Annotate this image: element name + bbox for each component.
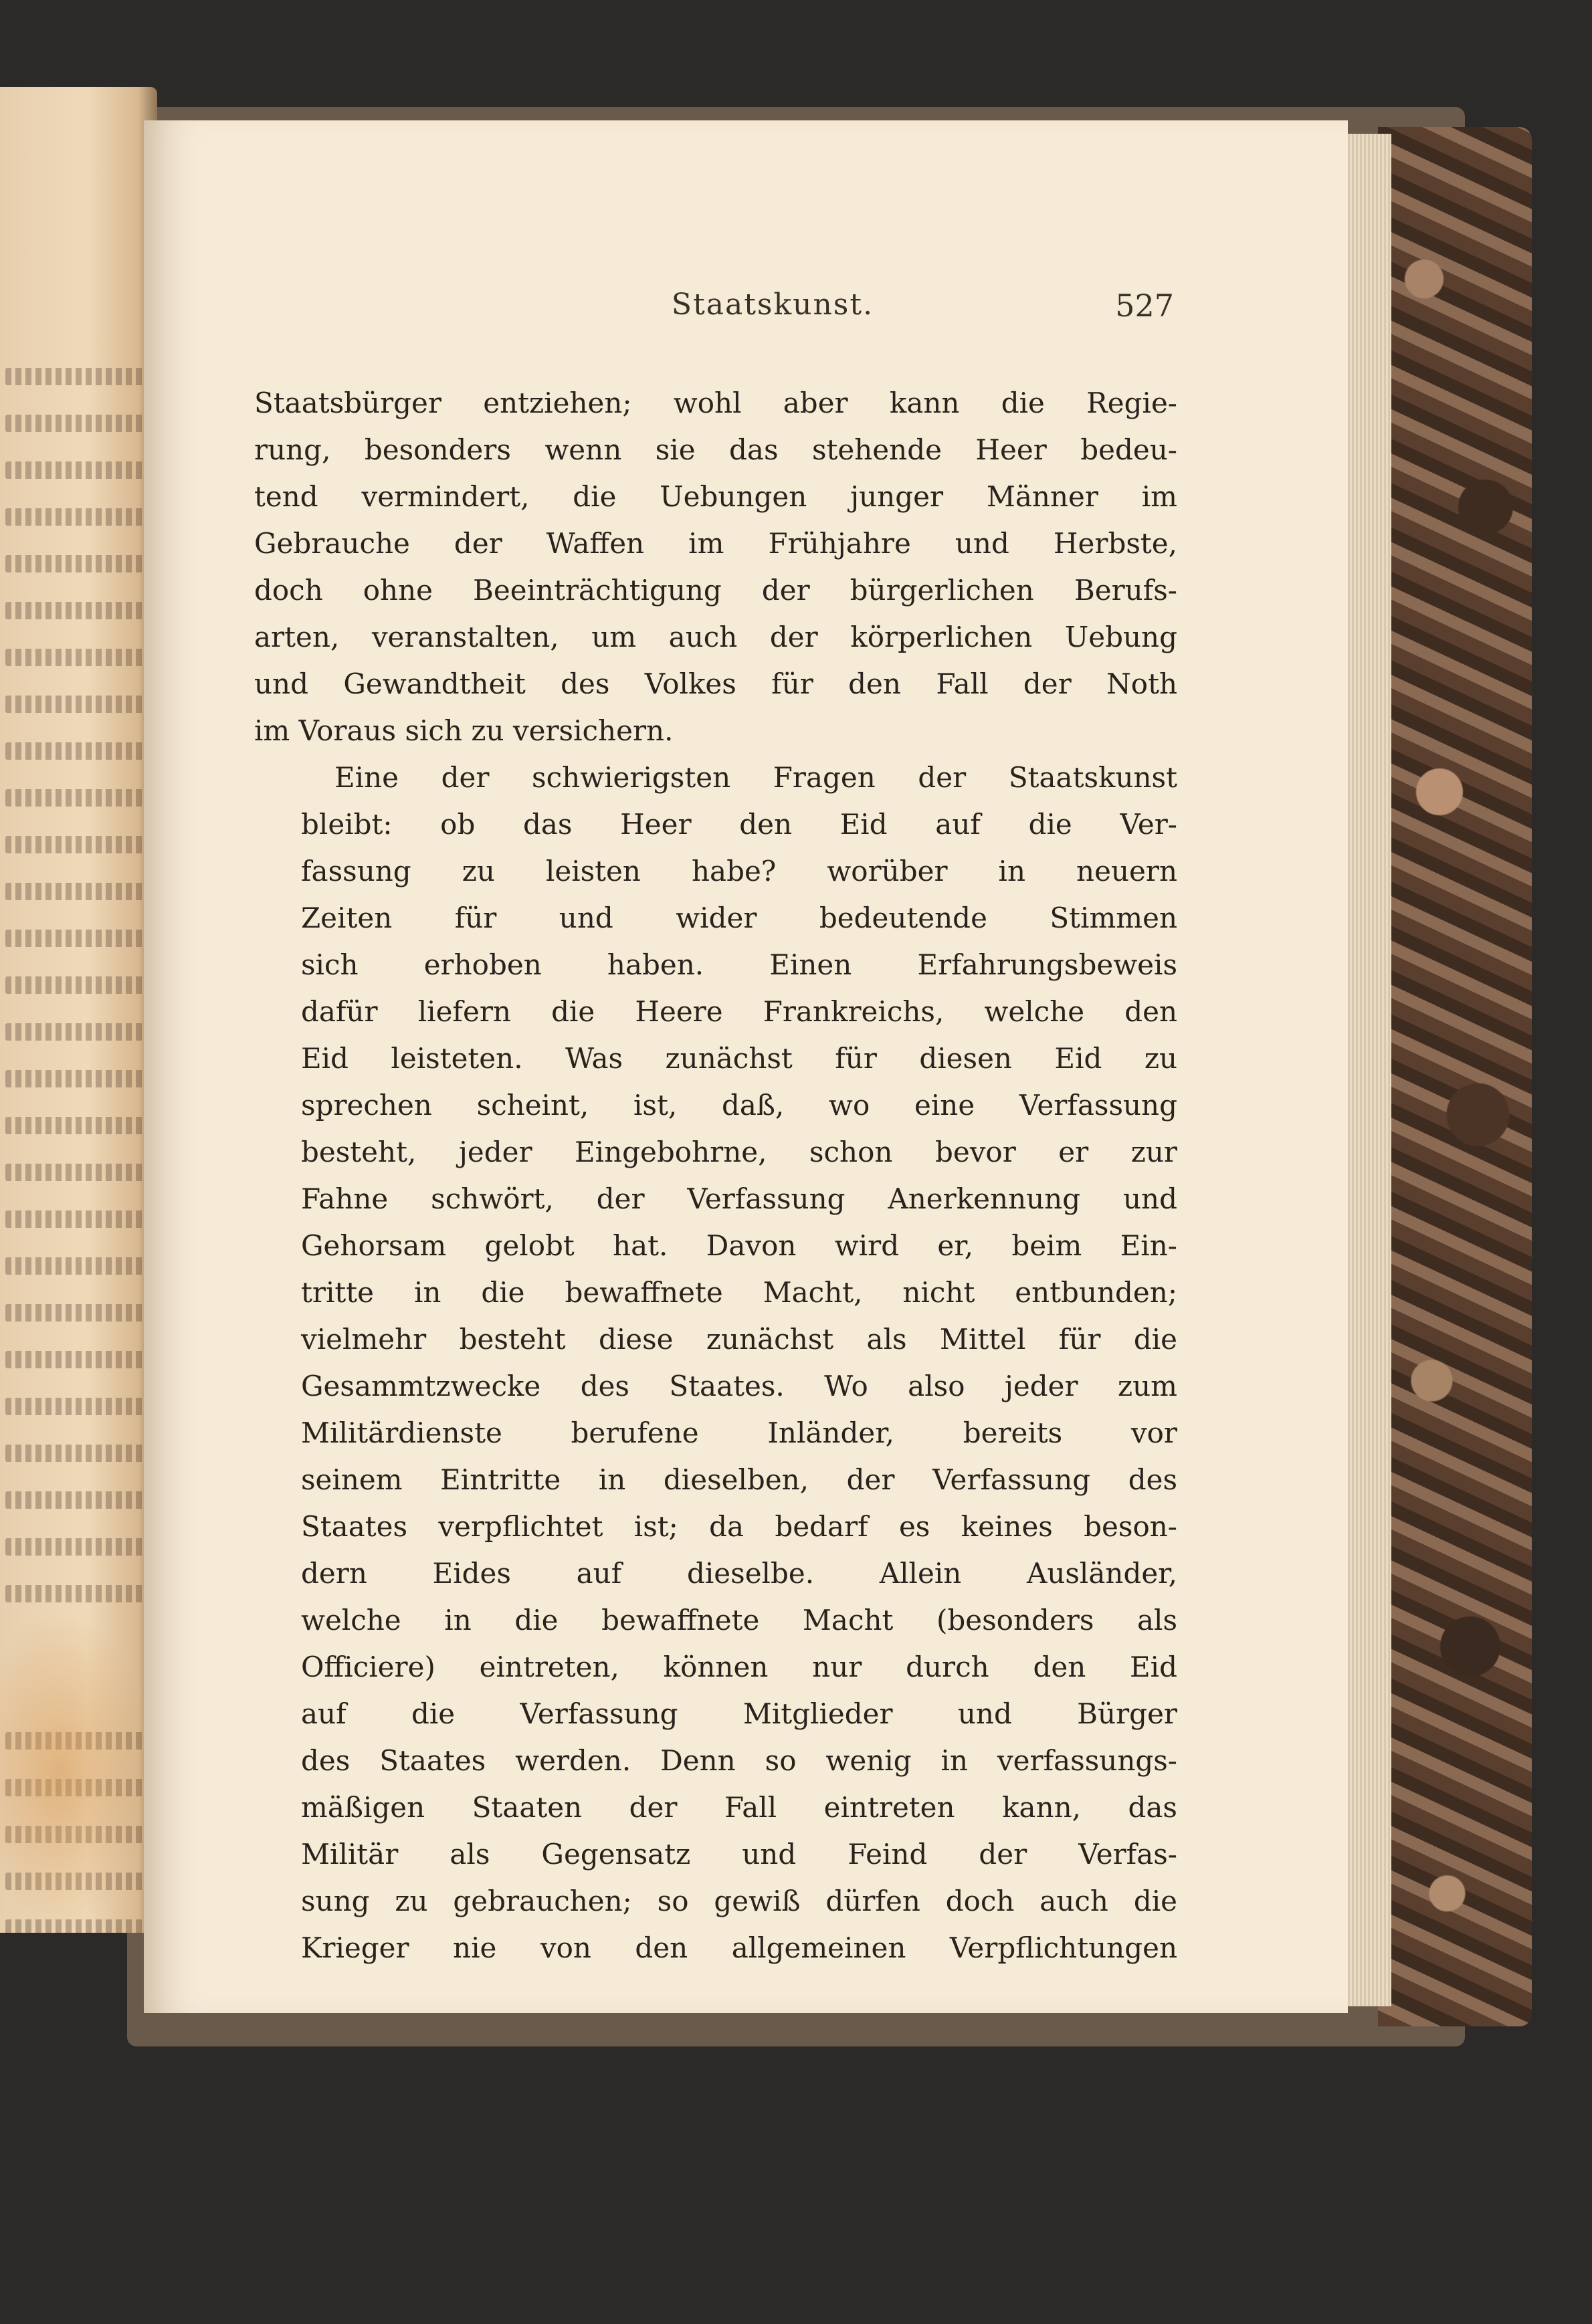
text-line: Staatsbürger entziehen; wohl aber kann die Regie- [254,387,1177,419]
text-line: besteht, jeder Eingebohrne, schon bevor er zur [301,1136,1177,1168]
text-line: dafür liefern die Heere Frankreichs, welche den [301,995,1177,1028]
text-line: vielmehr besteht diese zunächst als Mittel für die [301,1323,1177,1356]
running-title: Staatskunst. [671,288,874,322]
text-line: Militärdienste berufene Inländer, bereits vor [301,1416,1177,1449]
text-line: Staates verpflichtet ist; da bedarf es keines beson- [301,1510,1177,1543]
text-line: Gesammtzwecke des Staates. Wo also jeder zum [301,1370,1177,1402]
text-line: doch ohne Beeinträchtigung der bürgerlichen Berufs- [254,574,1177,607]
text-line: sung zu gebrauchen; so gewiß dürfen doch auch die [301,1885,1177,1917]
marbled-cover-edge [1378,127,1532,2026]
text-line: fassung zu leisten habe? worüber in neuern [301,855,1177,887]
text-line: seinem Eintritte in dieselben, der Verfassung des [301,1463,1177,1496]
text-line: mäßigen Staaten der Fall eintreten kann, das [301,1791,1177,1824]
text-line: bleibt: ob das Heer den Eid auf die Ver- [301,808,1177,841]
body-text [254,380,1177,1972]
text-line: auf die Verfassung Mitglieder und Bürger [301,1697,1177,1730]
text-line: dern Eides auf dieselbe. Allein Ausländer, [301,1557,1177,1590]
text-line: sich erhoben haben. Einen Erfahrungsbeweis [301,948,1177,981]
page-number: 527 [1115,288,1174,324]
text-line: rung, besonders wenn sie das stehende Heer bedeu- [254,433,1177,466]
text-line: Militär als Gegensatz und Feind der Verfas- [301,1838,1177,1871]
text-line: welche in die bewaffnete Macht (besonders als [301,1604,1177,1636]
text-line: Fahne schwört, der Verfassung Anerkennung und [301,1182,1177,1215]
text-line: im Voraus sich zu versichern. [254,714,674,747]
text-line: arten, veranstalten, um auch der körperlichen Uebung [254,621,1177,653]
text-line: und Gewandtheit des Volkes für den Fall der Noth [254,667,1177,700]
running-head [144,281,1348,334]
text-line: Gebrauche der Waffen im Frühjahre und Herbste, [254,527,1177,560]
text-line: tritte in die bewaffnete Macht, nicht entbunden; [301,1276,1177,1309]
text-line: Zeiten für und wider bedeutende Stimmen [301,902,1177,934]
text-line: Eid leisteten. Was zunächst für diesen Eid zu [301,1042,1177,1075]
text-line: Officiere) eintreten, können nur durch den Eid [301,1651,1177,1683]
text-line: des Staates werden. Denn so wenig in verfassungs- [301,1744,1177,1777]
text-line: Gehorsam gelobt hat. Davon wird er, beim Ein- [301,1229,1177,1262]
text-line: Eine der schwierigsten Fragen der Staatskunst [334,761,1177,794]
text-line: Krieger nie von den allgemeinen Verpflichtungen [301,1931,1177,1964]
text-line: sprechen scheint, ist, daß, wo eine Verfassung [301,1089,1177,1122]
previous-page-fragment [0,87,157,1933]
text-line: tend vermindert, die Uebungen junger Männer im [254,480,1177,513]
